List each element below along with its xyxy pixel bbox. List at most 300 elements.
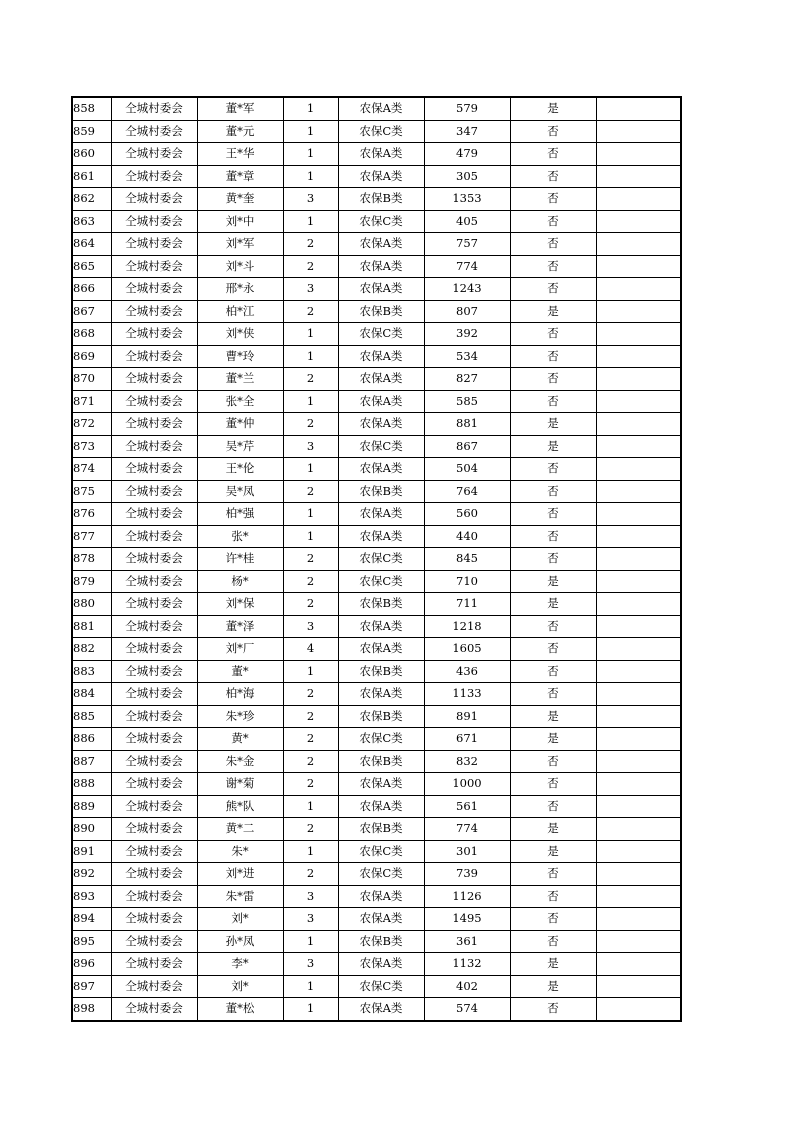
household-count-cell: 1 <box>283 998 338 1021</box>
household-count-cell: 1 <box>283 120 338 143</box>
village-committee-cell: 仝城村委会 <box>111 300 197 323</box>
person-name-cell: 朱*雷 <box>197 885 283 908</box>
yes-no-flag-cell: 否 <box>510 750 596 773</box>
table-row <box>72 885 681 908</box>
insurance-category-cell: 农保A类 <box>338 390 424 413</box>
yes-no-flag-cell: 否 <box>510 323 596 346</box>
insurance-category-cell: 农保C类 <box>338 548 424 571</box>
yes-no-flag-cell: 否 <box>510 390 596 413</box>
household-count-cell: 2 <box>283 863 338 886</box>
yes-no-flag-cell: 否 <box>510 863 596 886</box>
yes-no-flag-cell: 是 <box>510 300 596 323</box>
yes-no-flag-cell: 是 <box>510 975 596 998</box>
person-name-cell: 熊*队 <box>197 795 283 818</box>
yes-no-flag-cell: 否 <box>510 795 596 818</box>
person-name-cell: 刘* <box>197 975 283 998</box>
yes-no-flag-cell: 否 <box>510 233 596 256</box>
household-count-cell: 1 <box>283 458 338 481</box>
household-count-cell: 4 <box>283 638 338 661</box>
person-name-cell: 吴*芹 <box>197 435 283 458</box>
yes-no-flag-cell: 否 <box>510 165 596 188</box>
amount-cell: 827 <box>424 368 510 391</box>
household-count-cell: 1 <box>283 660 338 683</box>
person-name-cell: 刘*进 <box>197 863 283 886</box>
person-name-cell: 柏*江 <box>197 300 283 323</box>
yes-no-flag-cell: 否 <box>510 615 596 638</box>
person-name-cell: 柏*海 <box>197 683 283 706</box>
table-row <box>72 323 681 346</box>
village-committee-cell: 仝城村委会 <box>111 840 197 863</box>
table-row <box>72 840 681 863</box>
insurance-category-cell: 农保B类 <box>338 930 424 953</box>
insurance-category-cell: 农保A类 <box>338 908 424 931</box>
village-committee-cell: 仝城村委会 <box>111 750 197 773</box>
amount-cell: 891 <box>424 705 510 728</box>
yes-no-flag-cell: 否 <box>510 255 596 278</box>
table-row <box>72 908 681 931</box>
yes-no-flag-cell: 否 <box>510 368 596 391</box>
amount-cell: 710 <box>424 570 510 593</box>
village-committee-cell: 仝城村委会 <box>111 908 197 931</box>
row-number-cell: 864 <box>72 233 111 256</box>
row-number-cell: 872 <box>72 413 111 436</box>
household-count-cell: 2 <box>283 368 338 391</box>
household-count-cell: 3 <box>283 615 338 638</box>
person-name-cell: 朱*珍 <box>197 705 283 728</box>
amount-cell: 764 <box>424 480 510 503</box>
village-committee-cell: 仝城村委会 <box>111 615 197 638</box>
household-count-cell: 2 <box>283 480 338 503</box>
table-row <box>72 480 681 503</box>
yes-no-flag-cell: 否 <box>510 345 596 368</box>
insurance-category-cell: 农保A类 <box>338 413 424 436</box>
remarks-cell <box>596 750 681 773</box>
person-name-cell: 黄* <box>197 728 283 751</box>
insurance-category-cell: 农保A类 <box>338 638 424 661</box>
remarks-cell <box>596 570 681 593</box>
insurance-category-cell: 农保A类 <box>338 953 424 976</box>
insurance-category-cell: 农保C类 <box>338 840 424 863</box>
row-number-cell: 888 <box>72 773 111 796</box>
village-committee-cell: 仝城村委会 <box>111 278 197 301</box>
row-number-cell: 875 <box>72 480 111 503</box>
household-count-cell: 3 <box>283 953 338 976</box>
household-count-cell: 1 <box>283 323 338 346</box>
amount-cell: 845 <box>424 548 510 571</box>
person-name-cell: 许*桂 <box>197 548 283 571</box>
remarks-cell <box>596 345 681 368</box>
village-committee-cell: 仝城村委会 <box>111 660 197 683</box>
village-committee-cell: 仝城村委会 <box>111 930 197 953</box>
remarks-cell <box>596 998 681 1021</box>
household-count-cell: 2 <box>283 750 338 773</box>
row-number-cell: 880 <box>72 593 111 616</box>
row-number-cell: 886 <box>72 728 111 751</box>
remarks-cell <box>596 728 681 751</box>
household-count-cell: 2 <box>283 683 338 706</box>
amount-cell: 436 <box>424 660 510 683</box>
amount-cell: 711 <box>424 593 510 616</box>
yes-no-flag-cell: 否 <box>510 930 596 953</box>
insurance-category-cell: 农保A类 <box>338 615 424 638</box>
table-row <box>72 345 681 368</box>
amount-cell: 671 <box>424 728 510 751</box>
amount-cell: 1000 <box>424 773 510 796</box>
row-number-cell: 878 <box>72 548 111 571</box>
remarks-cell <box>596 97 681 120</box>
household-count-cell: 3 <box>283 188 338 211</box>
amount-cell: 534 <box>424 345 510 368</box>
village-committee-cell: 仝城村委会 <box>111 97 197 120</box>
table-row <box>72 165 681 188</box>
insurance-category-cell: 农保A类 <box>338 143 424 166</box>
remarks-cell <box>596 975 681 998</box>
remarks-cell <box>596 593 681 616</box>
person-name-cell: 刘*中 <box>197 210 283 233</box>
yes-no-flag-cell: 否 <box>510 525 596 548</box>
amount-cell: 832 <box>424 750 510 773</box>
row-number-cell: 866 <box>72 278 111 301</box>
village-committee-cell: 仝城村委会 <box>111 525 197 548</box>
household-count-cell: 1 <box>283 390 338 413</box>
village-committee-cell: 仝城村委会 <box>111 413 197 436</box>
table-row <box>72 413 681 436</box>
village-committee-cell: 仝城村委会 <box>111 548 197 571</box>
yes-no-flag-cell: 否 <box>510 503 596 526</box>
yes-no-flag-cell: 否 <box>510 278 596 301</box>
row-number-cell: 867 <box>72 300 111 323</box>
table-row <box>72 233 681 256</box>
table-row <box>72 863 681 886</box>
insurance-category-cell: 农保B类 <box>338 300 424 323</box>
table-row <box>72 998 681 1021</box>
remarks-cell <box>596 615 681 638</box>
remarks-cell <box>596 840 681 863</box>
person-name-cell: 黄*二 <box>197 818 283 841</box>
village-committee-cell: 仝城村委会 <box>111 975 197 998</box>
amount-cell: 774 <box>424 818 510 841</box>
insurance-category-cell: 农保A类 <box>338 458 424 481</box>
row-number-cell: 887 <box>72 750 111 773</box>
insurance-category-cell: 农保C类 <box>338 435 424 458</box>
table-row <box>72 750 681 773</box>
amount-cell: 392 <box>424 323 510 346</box>
person-name-cell: 朱* <box>197 840 283 863</box>
village-committee-cell: 仝城村委会 <box>111 705 197 728</box>
insurance-category-cell: 农保C类 <box>338 323 424 346</box>
village-committee-cell: 仝城村委会 <box>111 570 197 593</box>
row-number-cell: 876 <box>72 503 111 526</box>
table-row <box>72 278 681 301</box>
insurance-category-cell: 农保A类 <box>338 233 424 256</box>
amount-cell: 881 <box>424 413 510 436</box>
household-count-cell: 2 <box>283 548 338 571</box>
household-count-cell: 2 <box>283 728 338 751</box>
row-number-cell: 861 <box>72 165 111 188</box>
amount-cell: 774 <box>424 255 510 278</box>
table-row <box>72 930 681 953</box>
remarks-cell <box>596 300 681 323</box>
remarks-cell <box>596 885 681 908</box>
amount-cell: 1243 <box>424 278 510 301</box>
household-count-cell: 2 <box>283 570 338 593</box>
amount-cell: 305 <box>424 165 510 188</box>
insurance-category-cell: 农保B类 <box>338 705 424 728</box>
insurance-category-cell: 农保A类 <box>338 278 424 301</box>
table-row <box>72 795 681 818</box>
row-number-cell: 889 <box>72 795 111 818</box>
yes-no-flag-cell: 是 <box>510 953 596 976</box>
row-number-cell: 870 <box>72 368 111 391</box>
household-count-cell: 2 <box>283 300 338 323</box>
insurance-category-cell: 农保B类 <box>338 660 424 683</box>
amount-cell: 1133 <box>424 683 510 706</box>
row-number-cell: 897 <box>72 975 111 998</box>
row-number-cell: 863 <box>72 210 111 233</box>
insurance-category-cell: 农保A类 <box>338 97 424 120</box>
table-row <box>72 210 681 233</box>
yes-no-flag-cell: 否 <box>510 548 596 571</box>
person-name-cell: 刘*军 <box>197 233 283 256</box>
amount-cell: 402 <box>424 975 510 998</box>
person-name-cell: 刘*保 <box>197 593 283 616</box>
amount-cell: 807 <box>424 300 510 323</box>
remarks-cell <box>596 390 681 413</box>
remarks-cell <box>596 773 681 796</box>
remarks-cell <box>596 908 681 931</box>
amount-cell: 1495 <box>424 908 510 931</box>
village-committee-cell: 仝城村委会 <box>111 390 197 413</box>
row-number-cell: 877 <box>72 525 111 548</box>
insurance-category-cell: 农保A类 <box>338 368 424 391</box>
table-row <box>72 975 681 998</box>
insurance-category-cell: 农保C类 <box>338 570 424 593</box>
row-number-cell: 860 <box>72 143 111 166</box>
row-number-cell: 893 <box>72 885 111 908</box>
insurance-category-cell: 农保A类 <box>338 773 424 796</box>
remarks-cell <box>596 368 681 391</box>
remarks-cell <box>596 278 681 301</box>
row-number-cell: 896 <box>72 953 111 976</box>
yes-no-flag-cell: 否 <box>510 210 596 233</box>
table-row <box>72 143 681 166</box>
household-count-cell: 2 <box>283 773 338 796</box>
insurance-category-cell: 农保A类 <box>338 525 424 548</box>
row-number-cell: 862 <box>72 188 111 211</box>
table-row <box>72 435 681 458</box>
person-name-cell: 董*仲 <box>197 413 283 436</box>
remarks-cell <box>596 210 681 233</box>
yes-no-flag-cell: 是 <box>510 705 596 728</box>
table-row <box>72 638 681 661</box>
insurance-category-cell: 农保C类 <box>338 863 424 886</box>
table-row <box>72 390 681 413</box>
household-count-cell: 1 <box>283 165 338 188</box>
household-count-cell: 2 <box>283 413 338 436</box>
remarks-cell <box>596 638 681 661</box>
village-committee-cell: 仝城村委会 <box>111 818 197 841</box>
insurance-category-cell: 农保C类 <box>338 210 424 233</box>
amount-cell: 585 <box>424 390 510 413</box>
village-committee-cell: 仝城村委会 <box>111 638 197 661</box>
yes-no-flag-cell: 否 <box>510 638 596 661</box>
household-count-cell: 2 <box>283 818 338 841</box>
household-count-cell: 3 <box>283 278 338 301</box>
row-number-cell: 885 <box>72 705 111 728</box>
yes-no-flag-cell: 否 <box>510 908 596 931</box>
table-row <box>72 570 681 593</box>
yes-no-flag-cell: 否 <box>510 458 596 481</box>
amount-cell: 574 <box>424 998 510 1021</box>
village-committee-cell: 仝城村委会 <box>111 210 197 233</box>
amount-cell: 1132 <box>424 953 510 976</box>
amount-cell: 867 <box>424 435 510 458</box>
yes-no-flag-cell: 否 <box>510 683 596 706</box>
yes-no-flag-cell: 是 <box>510 593 596 616</box>
remarks-cell <box>596 323 681 346</box>
household-count-cell: 1 <box>283 525 338 548</box>
table-row <box>72 255 681 278</box>
insurance-category-cell: 农保B类 <box>338 480 424 503</box>
household-count-cell: 1 <box>283 975 338 998</box>
row-number-cell: 894 <box>72 908 111 931</box>
village-committee-cell: 仝城村委会 <box>111 345 197 368</box>
remarks-cell <box>596 435 681 458</box>
insurance-category-cell: 农保C类 <box>338 120 424 143</box>
remarks-cell <box>596 120 681 143</box>
remarks-cell <box>596 233 681 256</box>
yes-no-flag-cell: 是 <box>510 570 596 593</box>
person-name-cell: 杨* <box>197 570 283 593</box>
household-count-cell: 3 <box>283 885 338 908</box>
remarks-cell <box>596 683 681 706</box>
person-name-cell: 吴*凤 <box>197 480 283 503</box>
remarks-cell <box>596 165 681 188</box>
amount-cell: 739 <box>424 863 510 886</box>
remarks-cell <box>596 480 681 503</box>
person-name-cell: 董*军 <box>197 97 283 120</box>
row-number-cell: 865 <box>72 255 111 278</box>
row-number-cell: 898 <box>72 998 111 1021</box>
insurance-category-cell: 农保B类 <box>338 818 424 841</box>
row-number-cell: 892 <box>72 863 111 886</box>
household-count-cell: 1 <box>283 345 338 368</box>
yes-no-flag-cell: 是 <box>510 728 596 751</box>
village-committee-cell: 仝城村委会 <box>111 323 197 346</box>
row-number-cell: 869 <box>72 345 111 368</box>
insurance-category-cell: 农保A类 <box>338 885 424 908</box>
table-row <box>72 773 681 796</box>
person-name-cell: 朱*金 <box>197 750 283 773</box>
remarks-cell <box>596 705 681 728</box>
village-committee-cell: 仝城村委会 <box>111 683 197 706</box>
row-number-cell: 882 <box>72 638 111 661</box>
row-number-cell: 874 <box>72 458 111 481</box>
yes-no-flag-cell: 否 <box>510 773 596 796</box>
row-number-cell: 879 <box>72 570 111 593</box>
amount-cell: 1126 <box>424 885 510 908</box>
person-name-cell: 张* <box>197 525 283 548</box>
village-committee-cell: 仝城村委会 <box>111 188 197 211</box>
table-row <box>72 818 681 841</box>
household-count-cell: 1 <box>283 210 338 233</box>
amount-cell: 361 <box>424 930 510 953</box>
table-row <box>72 300 681 323</box>
remarks-cell <box>596 953 681 976</box>
row-number-cell: 859 <box>72 120 111 143</box>
insurance-category-cell: 农保A类 <box>338 503 424 526</box>
household-count-cell: 1 <box>283 840 338 863</box>
amount-cell: 1218 <box>424 615 510 638</box>
insurance-category-cell: 农保A类 <box>338 795 424 818</box>
amount-cell: 347 <box>424 120 510 143</box>
person-name-cell: 刘*厂 <box>197 638 283 661</box>
insurance-category-cell: 农保B类 <box>338 593 424 616</box>
amount-cell: 757 <box>424 233 510 256</box>
row-number-cell: 891 <box>72 840 111 863</box>
household-count-cell: 2 <box>283 255 338 278</box>
amount-cell: 579 <box>424 97 510 120</box>
village-committee-cell: 仝城村委会 <box>111 593 197 616</box>
insurance-category-cell: 农保C类 <box>338 728 424 751</box>
insurance-category-cell: 农保A类 <box>338 345 424 368</box>
village-committee-cell: 仝城村委会 <box>111 143 197 166</box>
yes-no-flag-cell: 否 <box>510 885 596 908</box>
person-name-cell: 刘*斗 <box>197 255 283 278</box>
village-committee-cell: 仝城村委会 <box>111 998 197 1021</box>
remarks-cell <box>596 458 681 481</box>
insurance-category-cell: 农保C类 <box>338 975 424 998</box>
table-row <box>72 525 681 548</box>
remarks-cell <box>596 660 681 683</box>
person-name-cell: 董*章 <box>197 165 283 188</box>
amount-cell: 405 <box>424 210 510 233</box>
amount-cell: 301 <box>424 840 510 863</box>
remarks-cell <box>596 930 681 953</box>
person-name-cell: 王*伦 <box>197 458 283 481</box>
person-name-cell: 黄*奎 <box>197 188 283 211</box>
yes-no-flag-cell: 否 <box>510 998 596 1021</box>
household-count-cell: 3 <box>283 435 338 458</box>
yes-no-flag-cell: 否 <box>510 188 596 211</box>
remarks-cell <box>596 143 681 166</box>
village-committee-cell: 仝城村委会 <box>111 255 197 278</box>
village-committee-cell: 仝城村委会 <box>111 233 197 256</box>
row-number-cell: 871 <box>72 390 111 413</box>
village-committee-cell: 仝城村委会 <box>111 435 197 458</box>
village-committee-cell: 仝城村委会 <box>111 480 197 503</box>
roster-table <box>71 96 682 1022</box>
table-row <box>72 548 681 571</box>
person-name-cell: 董*兰 <box>197 368 283 391</box>
yes-no-flag-cell: 是 <box>510 840 596 863</box>
yes-no-flag-cell: 否 <box>510 660 596 683</box>
remarks-cell <box>596 255 681 278</box>
row-number-cell: 895 <box>72 930 111 953</box>
village-committee-cell: 仝城村委会 <box>111 773 197 796</box>
village-committee-cell: 仝城村委会 <box>111 885 197 908</box>
table-row <box>72 368 681 391</box>
table-row <box>72 705 681 728</box>
amount-cell: 1353 <box>424 188 510 211</box>
household-count-cell: 1 <box>283 503 338 526</box>
remarks-cell <box>596 413 681 436</box>
village-committee-cell: 仝城村委会 <box>111 458 197 481</box>
yes-no-flag-cell: 是 <box>510 97 596 120</box>
amount-cell: 560 <box>424 503 510 526</box>
remarks-cell <box>596 795 681 818</box>
amount-cell: 479 <box>424 143 510 166</box>
